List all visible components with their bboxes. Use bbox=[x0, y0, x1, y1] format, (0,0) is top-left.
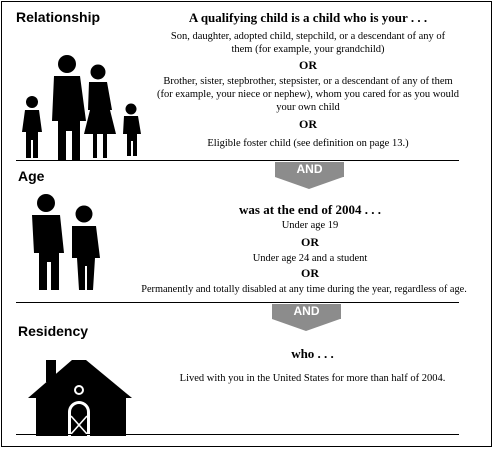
relationship-option-3: Eligible foster child (see definition on page 13.) bbox=[207, 138, 409, 149]
and-connector-2-label: AND bbox=[272, 304, 341, 319]
relationship-option-2: Brother, sister, stepbrother, stepsister, or a descendant of any of them (for example, your niece or nephew), whom you cared for as you would your own child bbox=[156, 76, 460, 113]
age-or-2: OR bbox=[301, 266, 319, 280]
age-option-3: Permanently and totally disabled at any time during the year, regardless of age. bbox=[141, 284, 467, 295]
residency-intro: who . . . bbox=[291, 346, 334, 361]
relationship-or-2: OR bbox=[299, 117, 317, 131]
age-option-1: Under age 19 bbox=[281, 220, 339, 231]
age-option-2: Under age 24 and a student bbox=[252, 253, 368, 264]
section-divider-1 bbox=[16, 160, 459, 161]
age-or-1: OR bbox=[301, 235, 319, 249]
relationship-intro: A qualifying child is a child who is your . . . bbox=[188, 10, 428, 25]
age-heading: Age bbox=[18, 168, 45, 184]
section-divider-2 bbox=[16, 302, 459, 303]
down-arrow-icon bbox=[275, 177, 343, 189]
relationship-heading: Relationship bbox=[16, 9, 101, 25]
and-connector-1 bbox=[275, 162, 344, 189]
house-icon bbox=[28, 354, 134, 436]
section-divider-3 bbox=[16, 434, 459, 435]
and-connector-1-label: AND bbox=[275, 162, 344, 177]
residency-option-1: Lived with you in the United States for more than half of 2004. bbox=[179, 373, 446, 384]
family-icon bbox=[18, 55, 146, 163]
relationship-or-1: OR bbox=[299, 58, 317, 72]
age-intro: was at the end of 2004 . . . bbox=[239, 202, 381, 217]
relationship-option-1: Son, daughter, adopted child, stepchild, or a descendant of any of them (for example, your grandchild) bbox=[170, 31, 446, 55]
and-connector-2 bbox=[272, 304, 341, 331]
residency-heading: Residency bbox=[18, 323, 89, 339]
couple-icon bbox=[28, 193, 106, 291]
down-arrow-icon bbox=[272, 319, 340, 331]
